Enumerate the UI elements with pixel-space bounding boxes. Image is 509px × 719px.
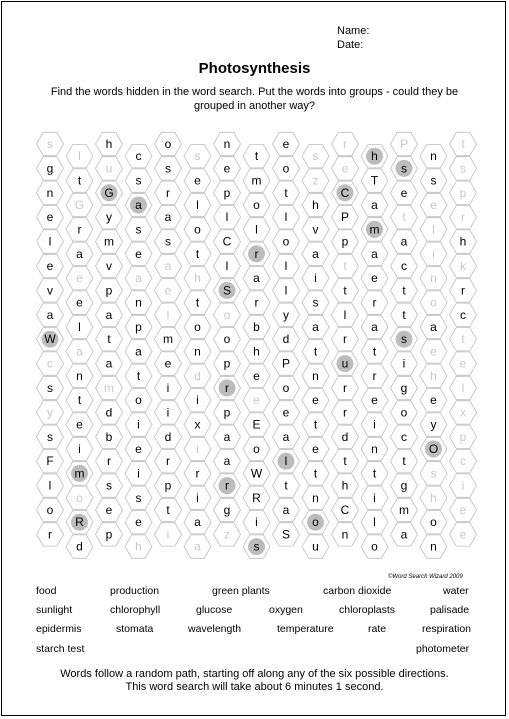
word-item: palisade bbox=[430, 604, 470, 616]
grid-letter: m bbox=[369, 222, 380, 237]
grid-letter: i bbox=[137, 466, 140, 481]
grid-letter: s bbox=[135, 173, 142, 188]
grid-letter: g bbox=[46, 161, 54, 176]
grid-letter: o bbox=[164, 137, 172, 151]
grid-letter: m bbox=[163, 332, 173, 347]
grid-letter: l bbox=[78, 149, 81, 164]
grid-letter: E bbox=[252, 417, 261, 432]
grid-letter: o bbox=[312, 515, 319, 530]
grid-letter: e bbox=[164, 283, 172, 298]
grid-letter: i bbox=[196, 490, 199, 505]
grid-letter: r bbox=[48, 527, 52, 542]
grid-letter: a bbox=[164, 259, 172, 273]
grid-letter: k bbox=[460, 259, 466, 273]
grid-letter: a bbox=[194, 539, 201, 554]
grid-letter: O bbox=[428, 442, 439, 456]
grid-letter: a bbox=[253, 271, 260, 286]
grid-letter: r bbox=[461, 210, 465, 225]
grid-letter: F bbox=[46, 454, 54, 469]
word-item: starch test bbox=[36, 643, 85, 655]
grid-letter: a bbox=[135, 271, 142, 286]
grid-letter: a bbox=[135, 344, 142, 359]
grid-letter: G bbox=[74, 198, 85, 212]
grid-letter: o bbox=[223, 332, 231, 347]
grid-letter: o bbox=[46, 503, 54, 517]
grid-letter: n bbox=[430, 539, 437, 554]
grid-letter: i bbox=[166, 405, 170, 420]
grid-letter: y bbox=[430, 417, 437, 432]
grid-letter: s bbox=[253, 539, 260, 554]
grid-letter: u bbox=[105, 161, 113, 176]
grid-letter: o bbox=[282, 234, 290, 249]
grid-letter: G bbox=[104, 185, 114, 200]
grid-letter: r bbox=[254, 295, 259, 310]
page-title: Photosynthesis bbox=[198, 60, 311, 77]
grid-letter: p bbox=[223, 405, 231, 420]
word-item: carbon dioxide bbox=[323, 585, 392, 597]
grid-letter: r bbox=[343, 381, 347, 395]
grid-letter: t bbox=[313, 417, 318, 432]
grid-letter: l bbox=[225, 210, 229, 225]
grid-letter: a bbox=[371, 246, 378, 261]
grid-letter: n bbox=[46, 185, 54, 200]
grid-letter: h bbox=[105, 137, 113, 151]
grid-letter: l bbox=[373, 515, 376, 530]
grid-letter: s bbox=[106, 478, 112, 493]
grid-letter: m bbox=[399, 503, 409, 517]
grid-letter: t bbox=[402, 454, 406, 469]
grid-letter: l bbox=[284, 283, 288, 298]
grid-letter: g bbox=[400, 381, 408, 395]
word-item: chlorophyll bbox=[110, 604, 161, 616]
grid-letter: x bbox=[194, 417, 201, 432]
grid-letter: s bbox=[312, 149, 319, 164]
grid-letter: t bbox=[402, 210, 406, 225]
grid-letter: o bbox=[194, 320, 201, 334]
word-item: epidermis bbox=[36, 623, 82, 635]
grid-letter: t bbox=[284, 185, 288, 200]
grid-letter: e bbox=[341, 161, 349, 176]
grid-letter: n bbox=[135, 295, 142, 310]
grid-letter: e bbox=[46, 259, 54, 273]
word-item: water bbox=[443, 585, 469, 597]
grid-letter: l bbox=[343, 307, 347, 322]
grid-letter: h bbox=[341, 478, 349, 493]
grid-letter: p bbox=[223, 356, 231, 371]
grid-letter: h bbox=[135, 539, 142, 554]
grid-letter: s bbox=[47, 429, 53, 444]
grid-letter: c bbox=[135, 149, 142, 164]
grid-letter: r bbox=[372, 368, 377, 383]
grid-letter: l bbox=[461, 381, 465, 395]
grid-letter: z bbox=[224, 527, 230, 542]
grid-letter: d bbox=[341, 429, 349, 444]
grid-letter: n bbox=[430, 271, 437, 286]
grid-letter: t bbox=[461, 332, 465, 347]
grid-letter: e bbox=[282, 137, 290, 151]
grid-letter: l bbox=[48, 478, 52, 493]
grid-letter: e bbox=[430, 344, 437, 359]
grid-letter: e bbox=[194, 173, 201, 188]
grid-letter: a bbox=[194, 515, 201, 530]
grid-letter: s bbox=[401, 161, 407, 176]
grid-letter: o bbox=[282, 161, 290, 176]
grid-letter: e bbox=[400, 185, 408, 200]
grid-letter: a bbox=[282, 503, 290, 517]
grid-letter: C bbox=[340, 503, 350, 517]
grid-letter: z bbox=[312, 173, 319, 188]
grid-letter: a bbox=[371, 198, 378, 212]
grid-letter: e bbox=[371, 271, 378, 286]
grid-letter: r bbox=[461, 283, 465, 298]
grid-letter: W bbox=[250, 466, 263, 481]
grid-letter: a bbox=[400, 527, 408, 542]
grid-letter: d bbox=[194, 368, 201, 383]
grid-letter: e bbox=[459, 356, 467, 371]
grid-letter: r bbox=[77, 222, 82, 237]
grid-letter: h bbox=[253, 344, 260, 359]
grid-letter: t bbox=[343, 259, 347, 273]
grid-letter: l bbox=[196, 198, 199, 212]
grid-letter: s bbox=[430, 466, 437, 481]
grid-letter: x bbox=[460, 405, 466, 420]
grid-letter: y bbox=[283, 307, 289, 322]
grid-letter: t bbox=[77, 173, 82, 188]
grid-letter: i bbox=[196, 393, 199, 408]
grid-letter: R bbox=[75, 515, 84, 530]
grid-letter: r bbox=[195, 466, 200, 481]
grid-letter: a bbox=[223, 429, 231, 444]
grid-letter: h bbox=[371, 149, 378, 164]
grid-letter: t bbox=[313, 466, 318, 481]
grid-letter: e bbox=[135, 515, 142, 530]
grid-letter: p bbox=[135, 320, 142, 334]
grid-letter: d bbox=[282, 332, 290, 347]
grid-letter: s bbox=[47, 381, 53, 395]
grid-letter: a bbox=[400, 234, 408, 249]
grid-letter: t bbox=[254, 149, 259, 164]
word-item: rate bbox=[368, 623, 387, 635]
grid-letter: P bbox=[340, 210, 350, 225]
grid-letter: d bbox=[105, 405, 113, 420]
grid-letter: e bbox=[105, 503, 113, 517]
name-label: Name: bbox=[337, 25, 370, 37]
word-item: respiration bbox=[422, 623, 472, 635]
grid-letter: i bbox=[461, 478, 465, 493]
grid-letter: n bbox=[312, 368, 319, 383]
grid-letter: n bbox=[194, 344, 201, 359]
grid-letter: i bbox=[78, 442, 81, 456]
grid-letter: c bbox=[460, 307, 466, 322]
grid-letter: S bbox=[222, 283, 232, 298]
grid-letter: t bbox=[402, 307, 406, 322]
grid-letter: h bbox=[459, 234, 467, 249]
grid-letter: l bbox=[284, 210, 288, 225]
grid-letter: n bbox=[312, 490, 319, 505]
footer bbox=[0, 668, 509, 694]
grid-letter: l bbox=[284, 259, 288, 273]
grid-letter: h bbox=[430, 368, 437, 383]
grid-letter: c bbox=[460, 454, 466, 469]
grid-letter: u bbox=[312, 539, 319, 554]
grid-letter: s bbox=[460, 161, 466, 176]
grid-letter: m bbox=[104, 381, 114, 395]
grid-letter: l bbox=[48, 234, 52, 249]
grid-letter: r bbox=[343, 137, 347, 151]
grid-letter: y bbox=[47, 405, 53, 420]
word-item: oxygen bbox=[269, 604, 303, 616]
grid-letter: e bbox=[76, 417, 83, 432]
grid-letter: c bbox=[47, 356, 53, 371]
grid-letter: e bbox=[430, 393, 437, 408]
grid-letter: C bbox=[222, 234, 232, 249]
grid-letter: o bbox=[76, 490, 83, 505]
grid-letter: n bbox=[371, 442, 378, 456]
grid-letter: m bbox=[104, 234, 114, 249]
word-item: chloroplasts bbox=[339, 604, 396, 616]
date-label: Date: bbox=[337, 39, 364, 51]
grid-letter: h bbox=[312, 198, 319, 212]
grid-letter: g bbox=[400, 478, 408, 493]
grid-letter: o bbox=[135, 393, 142, 408]
grid-letter: a bbox=[282, 429, 290, 444]
grid-letter: u bbox=[341, 356, 349, 371]
grid-letter: t bbox=[166, 503, 170, 517]
grid-letter: o bbox=[430, 295, 437, 310]
grid-letter: s bbox=[312, 295, 319, 310]
grid-letter: e bbox=[430, 198, 437, 212]
grid-letter: a bbox=[76, 246, 83, 261]
grid-letter: T bbox=[370, 173, 379, 188]
grid-letter: e bbox=[46, 210, 54, 225]
grid-letter: o bbox=[194, 222, 201, 237]
grid-letter: o bbox=[253, 442, 260, 456]
grid-letter: v bbox=[106, 259, 112, 273]
grid-letter: p bbox=[223, 185, 231, 200]
grid-letter: s bbox=[165, 234, 171, 249]
grid-letter: p bbox=[105, 283, 113, 298]
grid-letter: e bbox=[135, 246, 142, 261]
grid-letter: t bbox=[313, 344, 318, 359]
grid-letter: l bbox=[432, 222, 435, 237]
grid-letter: i bbox=[432, 246, 435, 261]
grid-letter: o bbox=[223, 307, 231, 322]
grid-letter: o bbox=[371, 539, 378, 554]
grid-letter: i bbox=[137, 417, 140, 432]
grid-letter: p bbox=[164, 478, 172, 493]
grid-letter: r bbox=[343, 405, 347, 420]
grid-letter: b bbox=[105, 429, 113, 444]
grid-letter: m bbox=[74, 466, 85, 481]
grid-letter: a bbox=[312, 246, 319, 261]
grid-letter: t bbox=[77, 393, 82, 408]
grid-letter: g bbox=[223, 503, 231, 517]
grid-letter: t bbox=[402, 283, 406, 298]
grid-letter: a bbox=[164, 210, 172, 225]
grid-letter: a bbox=[46, 307, 54, 322]
grid-letter: n bbox=[223, 137, 231, 151]
footer-line-2: This word search will take about 6 minutes 1 second. bbox=[125, 681, 384, 693]
grid-letter: P bbox=[399, 137, 409, 151]
grid-letter: r bbox=[166, 454, 170, 469]
grid-letter: i bbox=[373, 490, 376, 505]
grid-letter: n bbox=[76, 368, 83, 383]
grid-letter: h bbox=[430, 490, 437, 505]
grid-letter: t bbox=[195, 246, 200, 261]
grid-letter: e bbox=[223, 161, 231, 176]
grid-letter: s bbox=[135, 490, 142, 505]
grid-letter: r bbox=[372, 295, 377, 310]
grid-letter: t bbox=[372, 344, 377, 359]
grid-letter: e bbox=[135, 442, 142, 456]
grid-letter: l bbox=[78, 320, 81, 334]
grid-letter: i bbox=[373, 417, 376, 432]
grid-letter: e bbox=[76, 295, 83, 310]
grid-letter: t bbox=[343, 454, 347, 469]
grid-letter: t bbox=[107, 332, 111, 347]
grid-letter: e bbox=[459, 527, 467, 542]
grid-letter: r bbox=[225, 478, 229, 493]
grid-letter: p bbox=[459, 429, 467, 444]
grid-letter: P bbox=[281, 356, 291, 371]
grid-letter: l bbox=[225, 259, 229, 273]
grid-letter: a bbox=[371, 320, 378, 334]
grid-letter: n bbox=[430, 149, 437, 164]
grid-letter: i bbox=[402, 356, 406, 371]
grid-letter: a bbox=[430, 320, 437, 334]
instructions-line-2: grouped in another way? bbox=[193, 100, 316, 112]
grid-letter: e bbox=[282, 405, 290, 420]
grid-letter: s bbox=[401, 332, 407, 347]
grid-letter: m bbox=[251, 173, 262, 188]
grid-letter: S bbox=[281, 527, 291, 542]
grid-letter: s bbox=[430, 173, 437, 188]
grid-letter: t bbox=[343, 283, 347, 298]
word-item: wavelength bbox=[188, 623, 242, 635]
grid-letter: e bbox=[76, 271, 83, 286]
word-item: production bbox=[110, 585, 160, 597]
grid-letter: W bbox=[44, 332, 56, 347]
grid-letter: r bbox=[225, 381, 229, 395]
word-item: glucose bbox=[196, 604, 233, 616]
grid-letter: a bbox=[135, 198, 142, 212]
word-item: green plants bbox=[212, 585, 270, 597]
grid-letter: l bbox=[255, 222, 258, 237]
grid-letter: r bbox=[166, 185, 170, 200]
grid-letter: t bbox=[372, 466, 377, 481]
grid-letter: o bbox=[400, 405, 408, 420]
grid-letter: p bbox=[459, 185, 467, 200]
grid-letter: d bbox=[76, 539, 83, 554]
grid-letter: a bbox=[223, 454, 231, 469]
grid-letter: a bbox=[76, 344, 83, 359]
grid-letter: s bbox=[47, 137, 53, 151]
word-item: photometer bbox=[416, 643, 470, 655]
credit: ©Word Search Wizard 2009 bbox=[388, 574, 463, 580]
grid-letter: n bbox=[341, 527, 349, 542]
instructions-line-1: Find the words hidden in the word search. Put the words into groups - could they be bbox=[50, 86, 459, 98]
grid-letter: h bbox=[194, 271, 201, 286]
grid-letter: r bbox=[343, 332, 347, 347]
grid-letter: s bbox=[165, 161, 171, 176]
grid-letter: a bbox=[105, 307, 113, 322]
grid-letter: d bbox=[164, 429, 172, 444]
grid-letter: a bbox=[312, 320, 319, 334]
grid-letter: c bbox=[401, 429, 407, 444]
grid-letter: o bbox=[253, 198, 260, 212]
grid-letter: C bbox=[340, 185, 350, 200]
grid-letter: v bbox=[312, 222, 319, 237]
word-item: stomata bbox=[116, 623, 154, 635]
grid-letter: i bbox=[314, 271, 317, 286]
grid-letter: e bbox=[312, 393, 319, 408]
grid-letter: i bbox=[196, 442, 199, 456]
grid-letter: t bbox=[195, 295, 200, 310]
footer-line-1: Words follow a random path, starting off along any of the six possible directions. bbox=[60, 668, 449, 680]
grid-letter: l bbox=[166, 307, 170, 322]
grid-letter: e bbox=[371, 393, 378, 408]
grid-letter: c bbox=[401, 259, 407, 273]
grid-letter: t bbox=[284, 478, 288, 493]
grid-letter: e bbox=[312, 442, 319, 456]
word-item: temperature bbox=[277, 623, 334, 635]
grid-letter: s bbox=[135, 222, 142, 237]
grid-letter: e bbox=[253, 393, 260, 408]
grid-letter: e bbox=[459, 503, 467, 517]
grid-letter: v bbox=[47, 283, 53, 298]
grid-letter: R bbox=[252, 490, 261, 505]
grid-letter: p bbox=[341, 234, 349, 249]
grid-letter: b bbox=[253, 320, 260, 334]
grid-letter: l bbox=[284, 454, 288, 469]
word-item: food bbox=[36, 585, 57, 597]
grid-letter: t bbox=[461, 137, 465, 151]
grid-letter: t bbox=[136, 368, 141, 383]
grid-letter: o bbox=[430, 515, 437, 530]
grid-letter: y bbox=[106, 210, 112, 225]
grid-letter: a bbox=[105, 356, 113, 371]
grid-letter: p bbox=[105, 527, 113, 542]
grid-letter: o bbox=[282, 381, 290, 395]
grid-letter: s bbox=[194, 149, 201, 164]
grid-letter: i bbox=[166, 381, 170, 395]
grid-letter: e bbox=[164, 356, 172, 371]
grid-letter: i bbox=[255, 515, 258, 530]
grid-letter: e bbox=[253, 368, 260, 383]
word-item: sunlight bbox=[36, 604, 73, 616]
grid-letter: i bbox=[166, 527, 170, 542]
grid-letter: r bbox=[254, 246, 259, 261]
grid-letter: r bbox=[107, 454, 111, 469]
